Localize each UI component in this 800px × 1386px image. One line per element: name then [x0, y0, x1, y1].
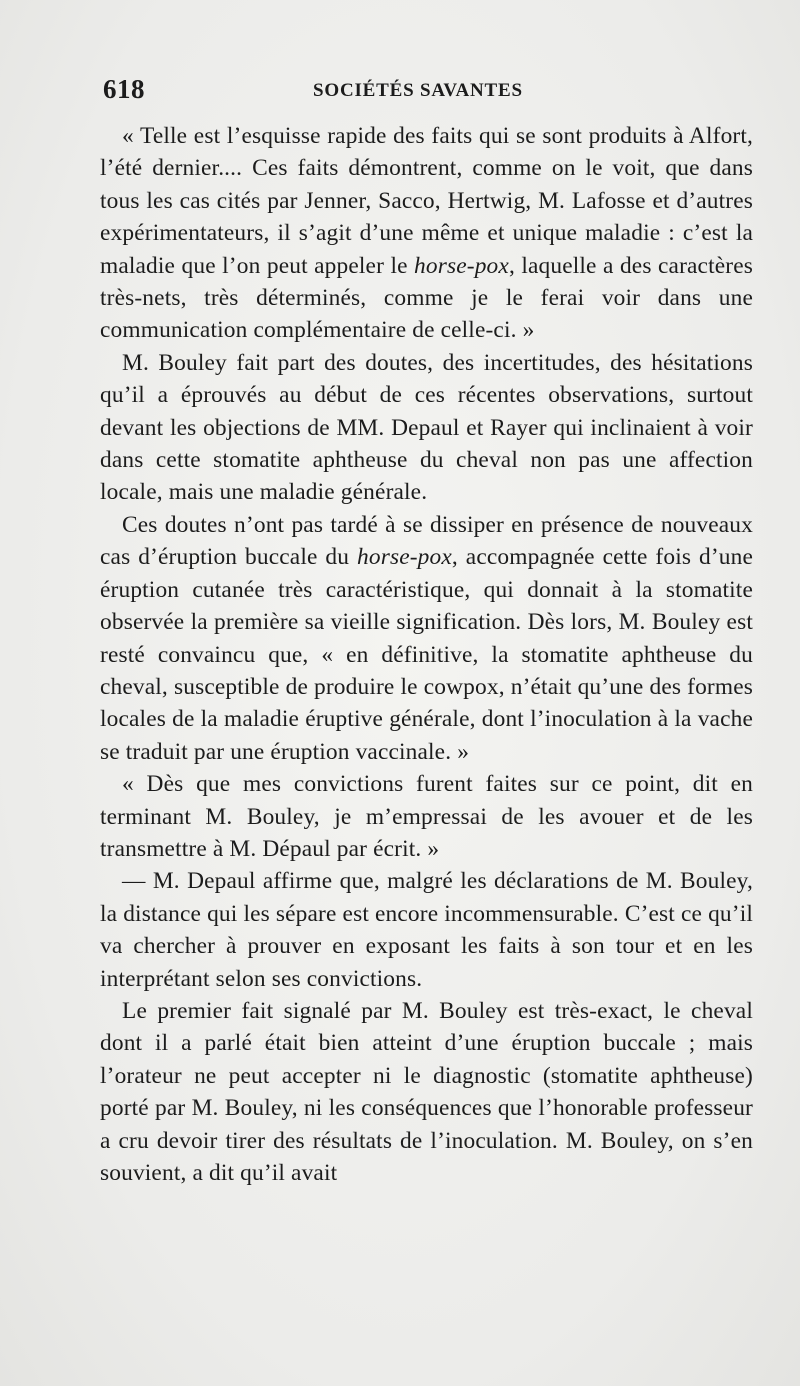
body-text	[100, 120, 753, 1189]
paragraph-1: « Telle est l’esquisse rapide des faits qui se sont produits à Alfort, l’été dernier.... Ces faits démontrent, comme on le voit, que dans tous les cas cités par Jenner, Sacco, Hertwig, M. Lafosse et d’autres expérimentateurs, il s’agit d’une même et unique maladie : c’est la maladie que l’on peut appeler le horse-pox, laquelle a des caractères très-nets, très déterminés, comme je le ferai voir dans une communication complémentaire de celle-ci. »	[100, 123, 753, 344]
paragraph-3: Ces doutes n’ont pas tardé à se dissiper en présence de nouveaux cas d’éruption buccale du horse-pox, accompagnée cette fois d’une éruption cutanée très caractéristique, qui donnait à la stomatite observée la première sa vieille signification. Dès lors, M. Bouley est resté convaincu que, « en définitive, la stomatite aphtheuse du cheval, susceptible de produire le cowpox, n’était qu’une des formes locales de la maladie éruptive générale, dont l’inoculation à la vache se traduit par une éruption vaccinale. »	[100, 511, 753, 765]
paragraph-4: « Dès que mes convictions furent faites sur ce point, dit en terminant M. Bouley, je m’empressai de les avouer et de les transmettre à M. Dépaul par écrit. »	[100, 771, 753, 862]
italic-term: horse-pox	[414, 252, 509, 279]
italic-term: horse-pox	[357, 544, 452, 571]
paragraph-2: M. Bouley fait part des doutes, des incertitudes, des hésitations qu’il a éprouvés au début de ces récentes observations, surtout devant les objections de MM. Depaul et Rayer qui inclinaient à voir dans cette stomatite aphtheuse du cheval non pas une affection locale, mais une maladie générale.	[100, 349, 753, 506]
page-header	[103, 74, 753, 108]
page-number: 618	[103, 74, 145, 104]
paragraph-6: Le premier fait signalé par M. Bouley est très-exact, le cheval dont il a parlé était bien atteint d’une éruption buccale ; mais l’orateur ne peut accepter ni le diagnostic (stomatite aphtheuse) porté par M. Bouley, ni les conséquences que l’honorable professeur a cru devoir tirer des résultats de l’inoculation. M. Bouley, on s’en souvient, a dit qu’il avait	[100, 997, 753, 1186]
paragraph-5: — M. Depaul affirme que, malgré les déclarations de M. Bouley, la distance qui les sépare est encore incommensurable. C’est ce qu’il va chercher à prouver en exposant les faits à son tour et en les interprétant selon ses convictions.	[100, 868, 753, 992]
running-head: SOCIÉTÉS SAVANTES	[313, 80, 523, 101]
